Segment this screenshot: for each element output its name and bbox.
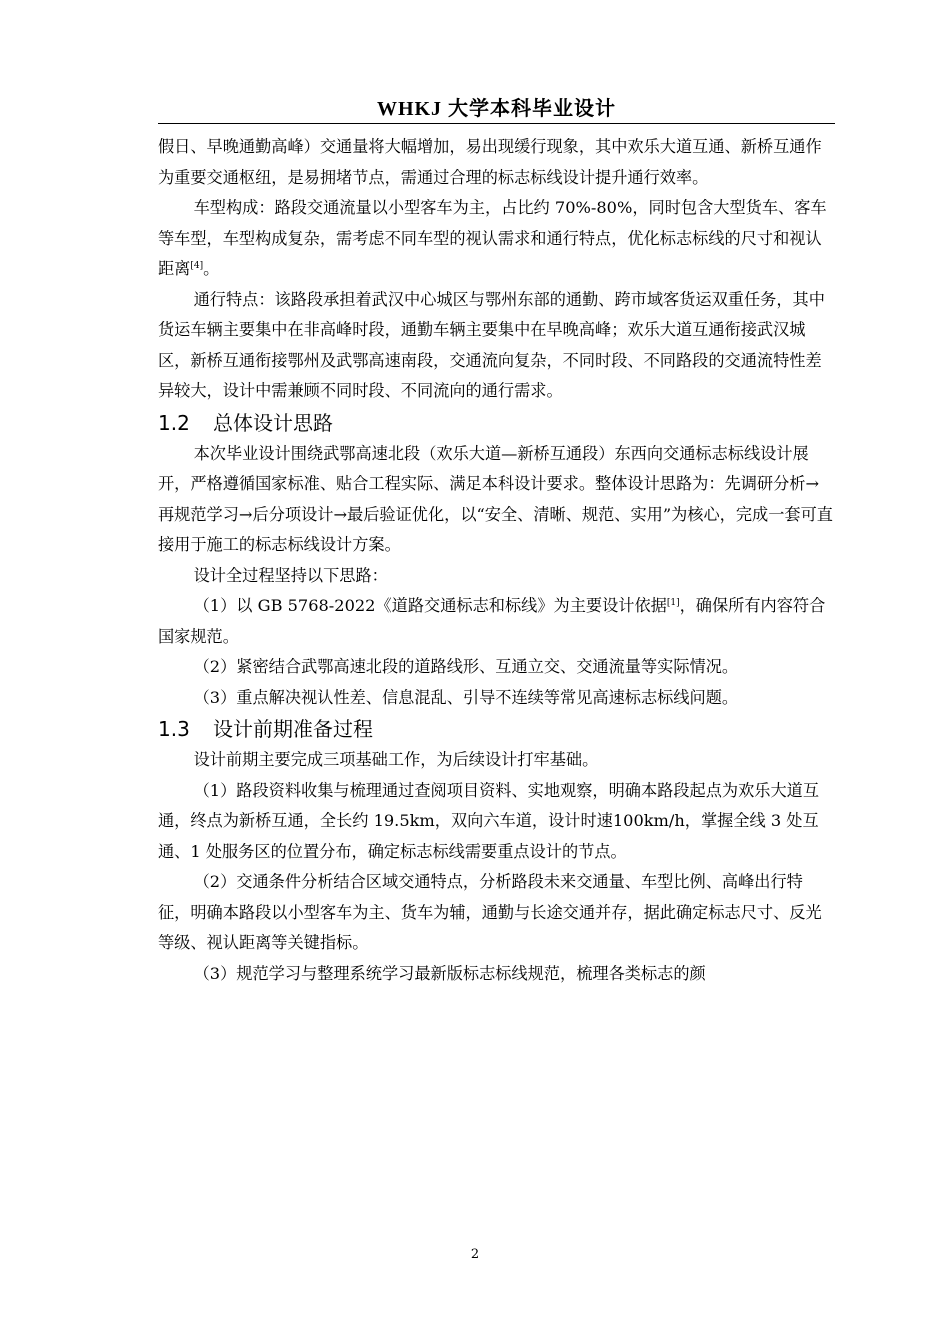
list-item-text: （1）以 GB 5768-2022《道路交通标志和标线》为主要设计依据	[193, 596, 667, 615]
section-number: 1.2	[158, 410, 190, 435]
paragraph-design-principles-intro: 设计全过程坚持以下思路：	[193, 565, 388, 585]
section-title: 总体设计思路	[213, 410, 333, 435]
page-header-title: WHKJ 大学本科毕业设计	[376, 98, 617, 120]
citation-ref: [1]	[666, 598, 680, 608]
list-item-text-tail: ，确保所有内容符合国家规范。	[158, 596, 826, 646]
list-item-3: （3）重点解决视认性差、信息混乱、引导不连续等常见高速标志标线问题。	[193, 687, 739, 707]
paragraph-prep-intro: 设计前期主要完成三项基础工作，为后续设计打牢基础。	[193, 750, 599, 769]
page-number: 2	[470, 1247, 480, 1262]
header-divider	[158, 123, 835, 124]
list-item-1	[158, 591, 835, 652]
section-number: 1.3	[158, 717, 190, 741]
paragraph-tail: 。	[203, 259, 220, 278]
citation-ref: [4]	[190, 261, 204, 271]
section-title: 设计前期准备过程	[213, 717, 373, 741]
paragraph-traffic-features: 通行特点：该路段承担着武汉中心城区与鄂州东部的通勤、跨市域客货运双重任务，其中货运车辆主要集中在非高峰时段，通勤车辆主要集中在早晚高峰；欢乐大道互通衔接武汉城区，新桥互通衔接鄂州及武鄂高速南段，交通流向复杂，不同时段、不同路段的交通流特性差异较大，设计中需兼顾不同时段、不同流向的通行需求。	[158, 289, 825, 400]
list-item-2: （2）紧密结合武鄂高速北段的道路线形、互通立交、交通流量等实际情况。	[193, 657, 739, 676]
paragraph-text: 车型构成：路段交通流量以小型客车为主，占比约 70%-80%，同时包含大型货车、客车等车型，车型构成复杂，需考虑不同车型的视认需求和通行特点，优化标志标线的尺寸和视认距离	[158, 198, 827, 278]
document-body	[158, 132, 835, 989]
paragraph-continuation: 假日、早晚通勤高峰）交通量将大幅增加，易出现缓行现象，其中欢乐大道互通、新桥互通作为重要交通枢纽，是易拥堵节点，需通过合理的标志标线设计提升通行效率。	[158, 137, 822, 187]
section-heading-1-3	[158, 713, 835, 745]
paragraph-vehicle-composition	[158, 193, 835, 285]
paragraph-prep-step-3: （3）规范学习与整理系统学习最新版标志标线规范，梳理各类标志的颜	[193, 963, 706, 983]
paragraph-prep-step-2: （2）交通条件分析结合区域交通特点，分析路段未来交通量、车型比例、高峰出行特征，明确本路段以小型客车为主、货车为辅，通勤与长途交通并存，据此确定标志尺寸、反光等级、视认距离等关键指标。	[158, 872, 822, 952]
paragraph-prep-step-1: （1）路段资料收集与梳理通过查阅项目资料、实地观察，明确本路段起点为欢乐大道互通，终点为新桥互通，全长约 19.5km，双向六车道，设计时速100km/h，掌握全线 3 处互通、1 处服务区的位置分布，确定标志标线需要重点设计的节点。	[158, 780, 820, 861]
section-heading-1-2	[158, 407, 835, 439]
paragraph-overall-design: 本次毕业设计围绕武鄂高速北段（欢乐大道—新桥互通段）东西向交通标志标线设计展开，严格遵循国家标准、贴合工程实际、满足本科设计要求。整体设计思路为：先调研分析→再规范学习→后分项设计→最后验证优化，以“安全、清晰、规范、实用”为核心，完成一套可直接用于施工的标志标线设计方案。	[158, 443, 833, 554]
